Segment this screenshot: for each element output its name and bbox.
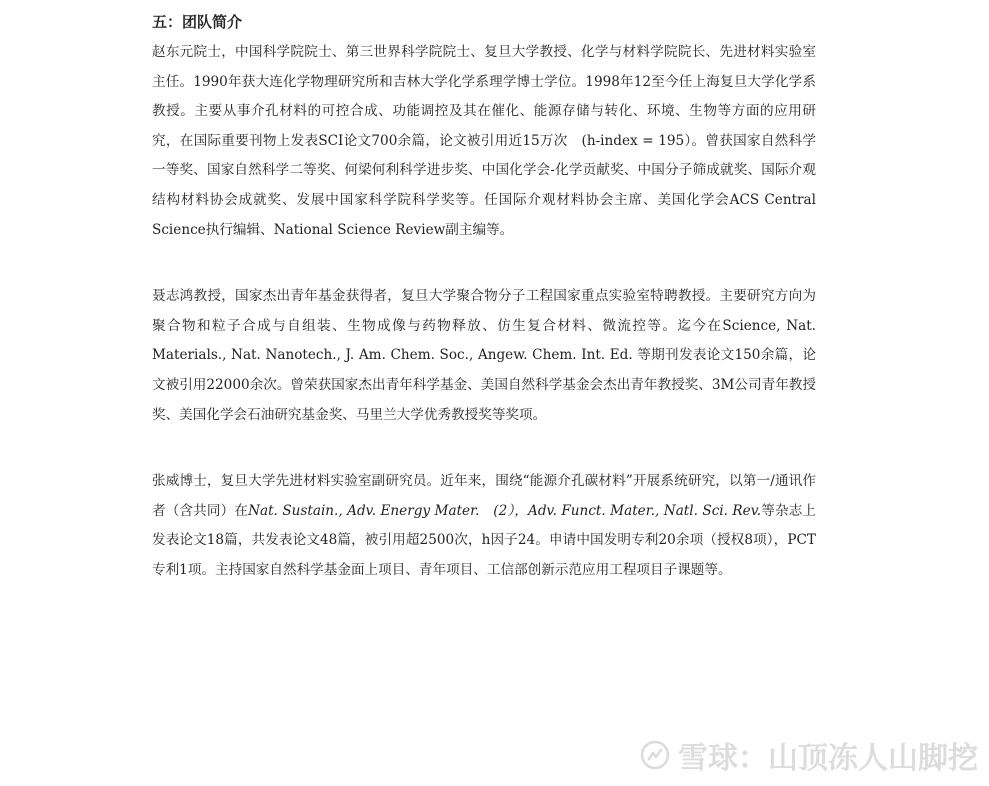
profile-nie-zhihong: 聂志鸿教授，国家杰出青年基金获得者，复旦大学聚合物分子工程国家重点实验室特聘教授。主要研究方向为聚合物和粒子合成与自组装、生物成像与药物释放、仿生复合材料、微流控等。迄今在Science, Nat. Materials., Nat. Nanotech., J. Am. Chem. Soc., Angew. Chem. Int. Ed. 等期刊发表论文150余篇，论文被引用22000余次。曾荣获国家杰出青年科学基金、美国自然科学基金会杰出青年教授奖、3M公司青年教授奖、美国化学会石油研究基金奖、马里兰大学优秀教授奖等奖项。	[152, 288, 816, 423]
article-body	[152, 8, 816, 586]
paragraph-spacer	[152, 430, 816, 467]
section-title: 五：团队简介	[152, 13, 243, 31]
profile-zhang-wei-intro: 张威博士，复旦大学先进材料实验室副研究员。近年来，围绕“能源介孔碳材料”开展系统研究，以第一/通讯作者（含共同）在	[152, 473, 816, 519]
journal-list: Nat. Sustain., Adv. Energy Mater. (2），Adv. Funct. Mater., Natl. Sci. Rev.	[248, 502, 762, 519]
snowball-logo-icon	[640, 740, 670, 770]
profile-zhang-wei-details: 等杂志上发表论文18篇，共发表论文48篇，被引用超2500次，h因子24。申请中国发明专利20余项（授权8项），PCT专利1项。主持国家自然科学基金面上项目、青年项目、工信部创新示范应用工程项目子课题等。	[152, 502, 817, 578]
profile-zhao-dongyuan: 赵东元院士，中国科学院院士、第三世界科学院院士、复旦大学教授、化学与材料学院院长、先进材料实验室主任。1990年获大连化学物理研究所和吉林大学化学系理学博士学位。1998年12至今任上海复旦大学化学系教授。主要从事介孔材料的可控合成、功能调控及其在催化、能源存储与转化、环境、生物等方面的应用研究，在国际重要刊物上发表SCI论文700余篇，论文被引用近15万次 (h-index = 195）。曾获国家自然科学一等奖、国家自然科学二等奖、何梁何利科学进步奖、中国化学会-化学贡献奖、中国分子筛成就奖、国际介观结构材料协会成就奖、发展中国家科学院科学奖等。任国际介观材料协会主席、美国化学会ACS Central Science执行编辑、National Science Review副主编等。	[152, 44, 816, 238]
profile-zhang-wei	[152, 467, 816, 585]
watermark	[640, 735, 978, 775]
paragraph-spacer	[152, 245, 816, 282]
watermark-text: 雪球：山顶冻人山脚挖	[678, 741, 978, 776]
